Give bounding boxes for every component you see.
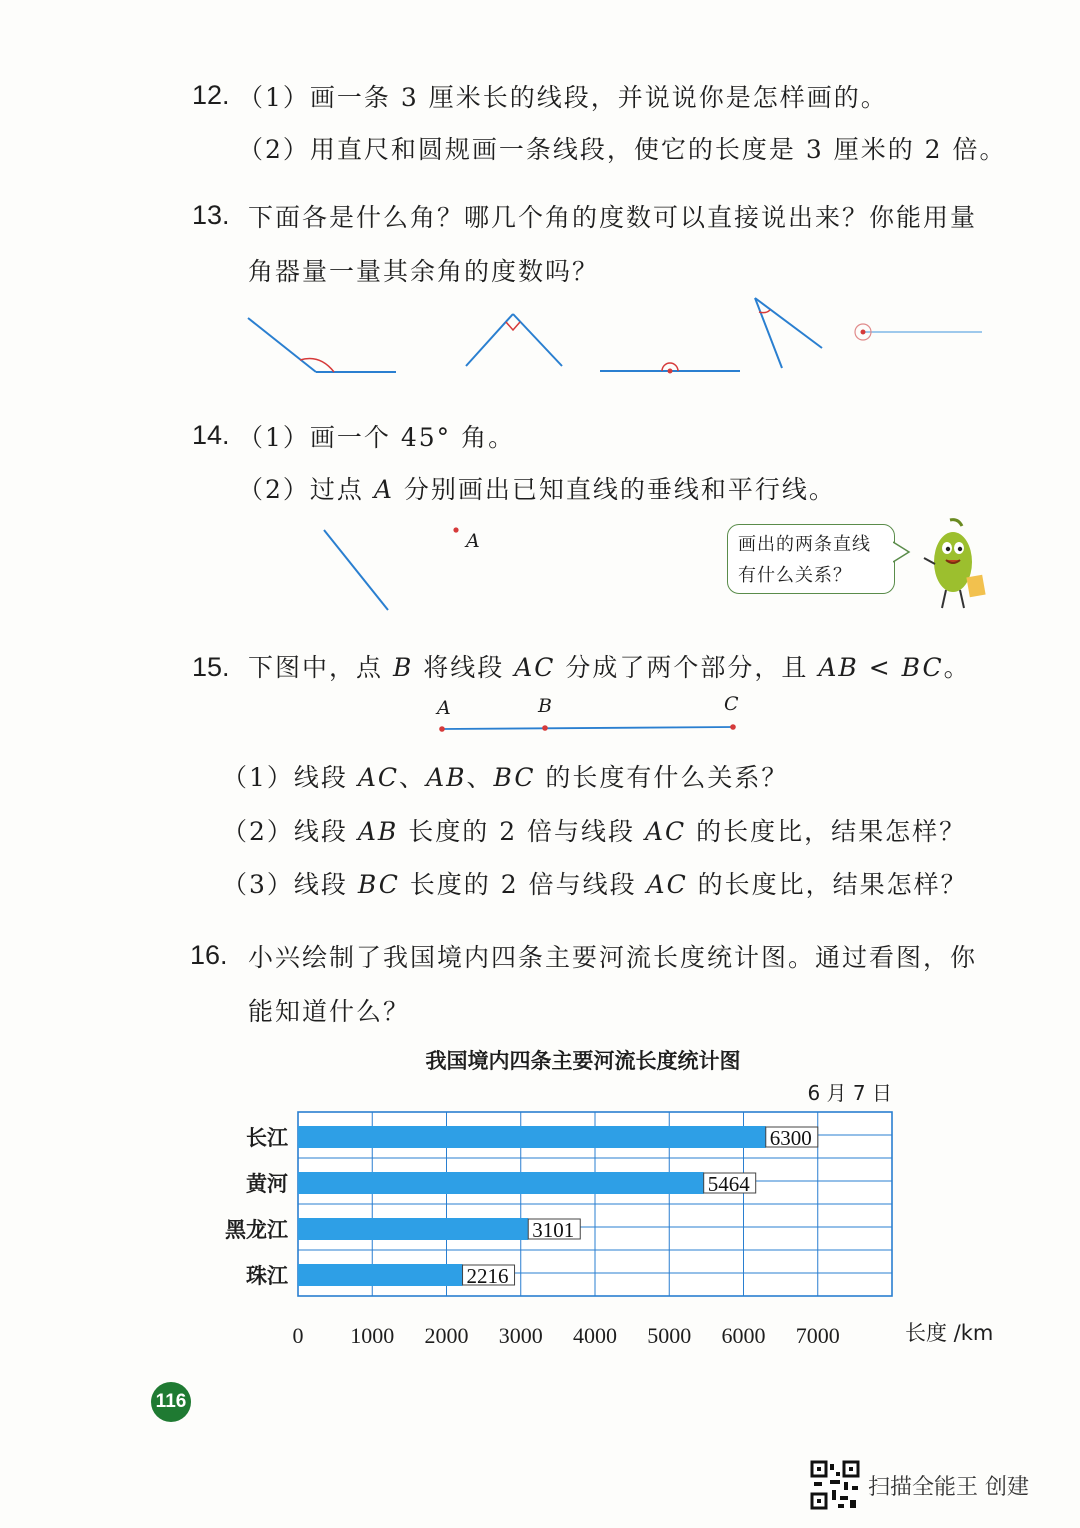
- chart-category-label: 长江: [246, 1126, 288, 1150]
- chart-category-label: 黑龙江: [225, 1218, 288, 1242]
- q15-s1-g: 的长度有什么关系？: [535, 763, 789, 792]
- chart-bar: [298, 1172, 704, 1194]
- point-a-label: A: [466, 530, 480, 552]
- segment-point-c-label: C: [724, 693, 739, 715]
- question-12-part-2: （2）用直尺和圆规画一条线段，使它的长度是 3 厘米的 2 倍。: [238, 135, 1007, 164]
- question-15-sub-1: [222, 758, 788, 794]
- q15-stem-f: AB: [818, 653, 859, 682]
- q15-stem-d: AC: [514, 653, 556, 682]
- q15-s3-a: （3）线段: [222, 870, 358, 899]
- question-16-line-2: 能知道什么？: [248, 997, 411, 1026]
- question-16-line-1: 小兴绘制了我国境内四条主要河流长度统计图。通过看图，你: [248, 943, 978, 972]
- q15-s1-d: AB: [426, 763, 467, 792]
- mascot-character: [920, 518, 990, 614]
- question-15-number: 15.: [192, 652, 230, 682]
- q15-stem-i: 。: [943, 653, 971, 682]
- q15-s2-c: 长度的 2 倍与线段: [398, 817, 645, 846]
- q15-s2-a: （2）线段: [222, 817, 358, 846]
- given-line-figure: [310, 520, 420, 620]
- question-14-part-2: [238, 470, 836, 506]
- q15-s3-c: 长度的 2 倍与线段: [399, 870, 647, 899]
- chart-x-tick-label: 0: [292, 1323, 304, 1348]
- speech-bubble-line-1: 画出的两条直线: [738, 534, 871, 555]
- question-14-point-label-inline: A: [373, 475, 394, 504]
- q15-stem-b: B: [392, 653, 414, 682]
- segment-ac-figure: [436, 720, 740, 736]
- chart-x-tick-label: 7000: [795, 1323, 840, 1348]
- straight-angle-figure: [600, 363, 740, 374]
- segment-point-a-label: A: [437, 697, 451, 719]
- q15-s1-e: 、: [466, 763, 494, 792]
- question-15-sub-3: [222, 865, 968, 901]
- qr-code-icon: [810, 1460, 860, 1510]
- question-14-part-2-text-b: 分别画出已知直线的垂线和平行线。: [393, 475, 836, 504]
- question-15-stem: [248, 648, 971, 684]
- q15-s1-f: BC: [493, 763, 536, 792]
- question-15-sub-2: [222, 812, 966, 848]
- chart-x-ticks: [293, 1323, 840, 1348]
- chart-category-label: 黄河: [246, 1172, 288, 1196]
- segment-point-b-label: B: [538, 695, 552, 717]
- chart-data-label: 2216: [466, 1264, 509, 1288]
- q15-s2-b: AB: [357, 817, 399, 846]
- question-14-number: 14.: [192, 420, 230, 450]
- chart-x-tick-label: 1000: [350, 1323, 395, 1348]
- chart-bar: [298, 1126, 766, 1148]
- q15-s2-d: AC: [645, 817, 687, 846]
- point-a-dot: [452, 526, 460, 534]
- obtuse-angle-figure: [248, 318, 396, 372]
- q15-s1-a: （1）线段: [222, 763, 358, 792]
- question-12-part-1: （1）画一条 3 厘米长的线段，并说说你是怎样画的。: [238, 83, 888, 112]
- q15-stem-a: 下图中，点: [248, 653, 393, 682]
- chart-data-label: 5464: [707, 1172, 750, 1196]
- chart-x-tick-label: 3000: [498, 1323, 543, 1348]
- q15-stem-h: BC: [901, 653, 944, 682]
- chart-x-tick-label: 2000: [424, 1323, 469, 1348]
- chart-x-tick-label: 5000: [647, 1323, 692, 1348]
- q15-stem-e: 分成了两个部分，且: [555, 653, 819, 682]
- chart-x-tick-label: 6000: [721, 1323, 766, 1348]
- q15-s1-b: AC: [357, 763, 400, 792]
- q15-s1-c: 、: [399, 763, 427, 792]
- speech-bubble-line-2: 有什么关系？: [738, 565, 852, 586]
- chart-bar: [298, 1264, 463, 1286]
- q15-stem-c: 将线段: [413, 653, 515, 682]
- angle-figures: [230, 290, 1010, 390]
- chart-date: 6 月 7 日: [807, 1081, 892, 1105]
- chart-x-tick-label: 4000: [573, 1323, 617, 1348]
- q15-s3-d: AC: [646, 870, 688, 899]
- q15-s3-b: BC: [357, 870, 400, 899]
- speech-bubble: [727, 524, 895, 594]
- speech-bubble-tail: [893, 540, 911, 564]
- chart-category-label: 珠江: [246, 1264, 288, 1288]
- question-13-number: 13.: [192, 200, 230, 230]
- river-length-chart: [200, 1040, 1000, 1360]
- question-13-line-2: 角器量一量其余角的度数吗？: [248, 257, 600, 286]
- q15-s2-e: 的长度比，结果怎样？: [686, 817, 967, 846]
- question-16-number: 16.: [190, 940, 228, 970]
- question-12-number: 12.: [192, 80, 230, 110]
- round-angle-figure: [855, 324, 982, 340]
- q15-stem-g: <: [858, 653, 902, 682]
- chart-category-labels: [225, 1126, 288, 1288]
- chart-data-label: 6300: [769, 1126, 812, 1150]
- chart-bar: [298, 1218, 528, 1240]
- q15-s3-e: 的长度比，结果怎样？: [687, 870, 968, 899]
- scanner-watermark: 扫描全能王 创建: [868, 1475, 1029, 1500]
- question-14-part-1: （1）画一个 45° 角。: [238, 423, 516, 452]
- chart-title: 我国境内四条主要河流长度统计图: [425, 1049, 741, 1073]
- right-angle-figure: [466, 314, 562, 366]
- acute-angle-figure: [755, 298, 822, 368]
- page-number: 116: [151, 1382, 191, 1422]
- question-14-part-2-text-a: （2）过点: [238, 475, 374, 504]
- question-13-line-1: 下面各是什么角？哪几个角的度数可以直接说出来？你能用量: [248, 203, 978, 232]
- chart-x-axis-label: 长度 /km: [905, 1321, 994, 1345]
- chart-data-label: 3101: [532, 1218, 575, 1242]
